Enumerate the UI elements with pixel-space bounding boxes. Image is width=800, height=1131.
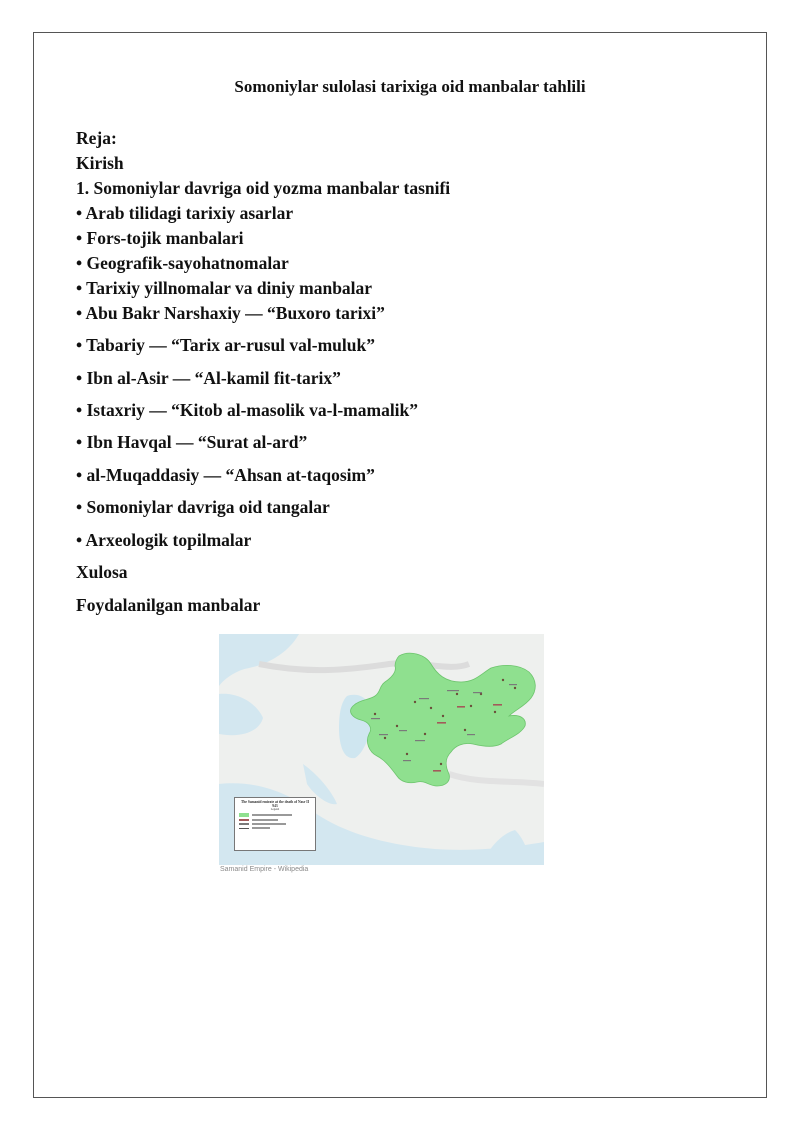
outline-item: • al-Muqaddasiy — “Ahsan at-taqosim” bbox=[76, 465, 375, 485]
outline-item: • Tarixiy yillnomalar va diniy manbalar bbox=[76, 278, 373, 298]
border-swatch bbox=[239, 828, 249, 829]
outline-item: • Istaxriy — “Kitob al-masolik va-l-mamalik” bbox=[76, 400, 419, 420]
legend-subtitle: Legend bbox=[270, 808, 280, 811]
outline-item: Foydalanilgan manbalar bbox=[76, 595, 261, 615]
outline-item: • Tabariy — “Tarix ar-rusul val-muluk” bbox=[76, 335, 375, 355]
outline-item: • Geografik-sayohatnomalar bbox=[76, 253, 289, 273]
legend-row bbox=[235, 826, 315, 830]
outline-item: • Somoniylar davriga oid tangalar bbox=[76, 497, 330, 517]
legend-text-placeholder bbox=[252, 814, 292, 816]
legend-title: The Samanid emirate at the death of Nasr II 943 bbox=[240, 800, 309, 808]
outline-item: • Fors-tojik manbalari bbox=[76, 228, 244, 248]
legend-text-placeholder bbox=[252, 819, 278, 821]
legend-text-placeholder bbox=[252, 827, 270, 829]
legend-text-placeholder bbox=[252, 823, 286, 825]
outline-item: • Ibn al-Asir — “Al-kamil fit-tarix” bbox=[76, 368, 341, 388]
outline-item: • Abu Bakr Narshaxiy — “Buxoro tarixi” bbox=[76, 303, 385, 323]
outline-item: • Arab tilidagi tarixiy asarlar bbox=[76, 203, 294, 223]
samanid-map-image bbox=[219, 634, 544, 865]
outline-item: • Arxeologik topilmalar bbox=[76, 530, 252, 550]
city-swatch bbox=[239, 823, 249, 825]
image-caption: Samanid Empire - Wikipedia bbox=[220, 866, 309, 873]
outline-item: 1. Somoniylar davriga oid yozma manbalar tasnifi bbox=[76, 178, 451, 198]
document-title: Somoniylar sulolasi tarixiga oid manbalar tahlili bbox=[234, 77, 586, 96]
outline-item: Xulosa bbox=[76, 562, 128, 582]
map-legend bbox=[234, 797, 316, 851]
outline-item: Kirish bbox=[76, 153, 124, 173]
outline-item: • Ibn Havqal — “Surat al-ard” bbox=[76, 432, 308, 452]
territory-swatch bbox=[239, 813, 249, 817]
capital-swatch bbox=[239, 819, 249, 821]
outline-heading: Reja: bbox=[76, 128, 117, 148]
